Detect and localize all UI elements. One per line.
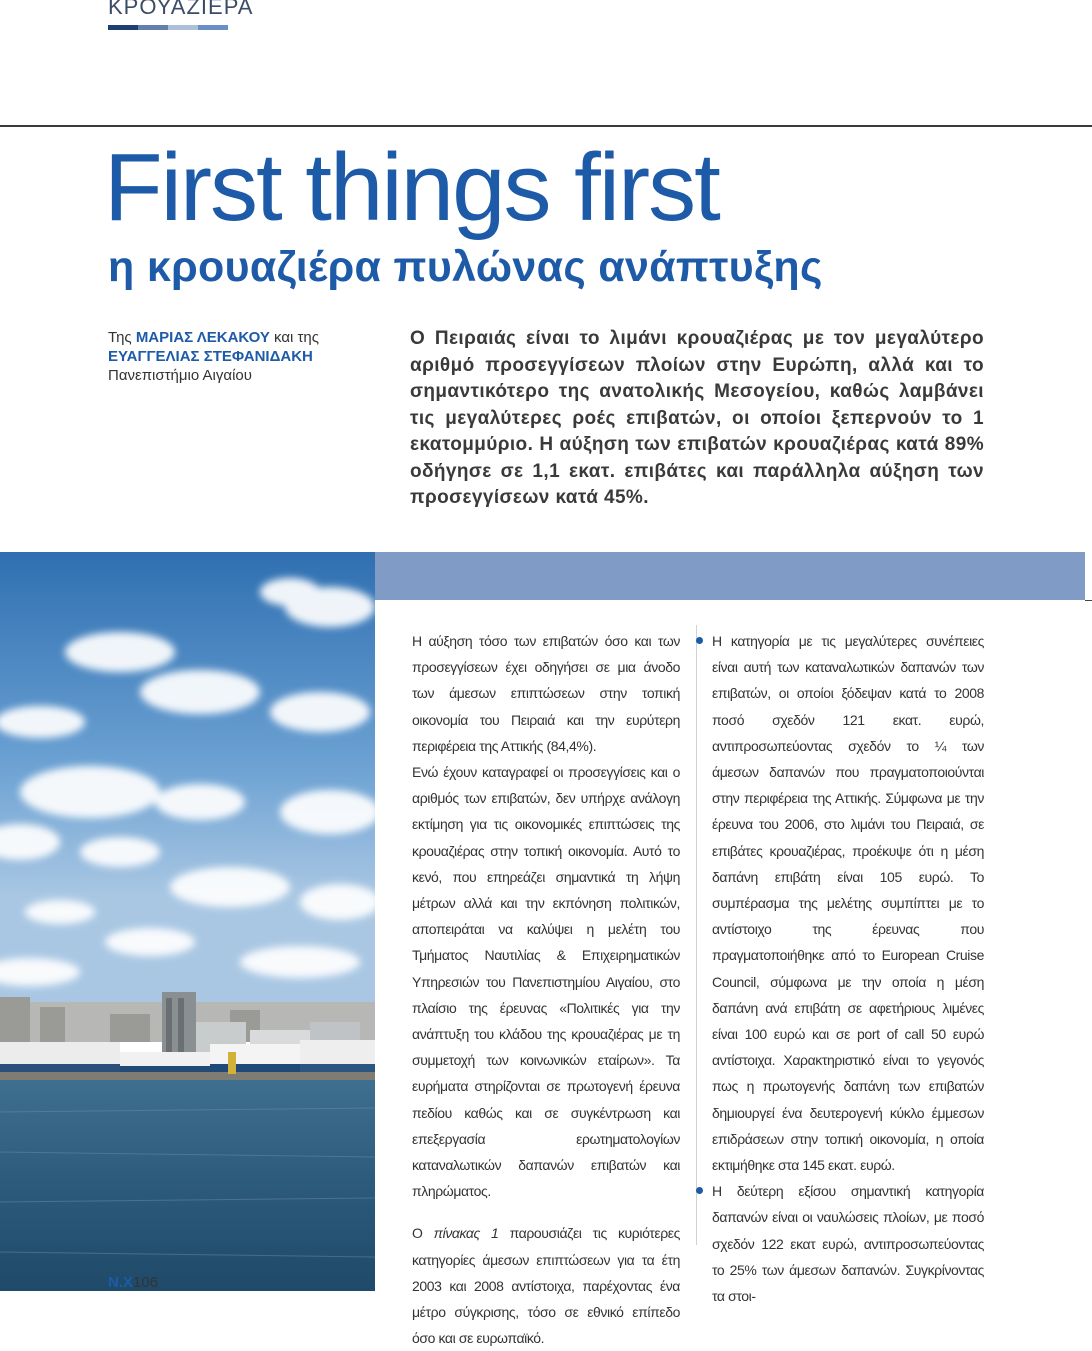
page-number: 106 bbox=[133, 1274, 159, 1291]
byline bbox=[108, 328, 358, 385]
author-1: ΜΑΡΙΑΣ ΛΕΚΑΚΟΥ bbox=[135, 329, 270, 346]
magazine-brand: N.X bbox=[108, 1274, 134, 1291]
table-reference: πίνακας 1 bbox=[433, 1225, 499, 1242]
section-color-bars bbox=[108, 25, 228, 30]
affiliation: Πανεπιστήμιο Αιγαίου bbox=[108, 367, 252, 384]
col1-paragraph-1: Η αύξηση τόσο των επιβατών όσο και των προσεγγίσεων έχει οδηγήσει σε μια άνοδο των άμεσων επιπτώσεων στην τοπική οικονομία του Πειραιά και την ευρύτερη περιφέρεια της Αττικής (84,4%). bbox=[412, 633, 680, 754]
col1-paragraph-3: Ο πίνακας 1 παρουσιάζει τις κυριότερες κατηγορίες άμεσων επιπτώσεων για τα έτη 2003 και 2008 αντίστοιχα, παρέχοντας ένα μέτρο σύγκρισης, τόσο σε εθνικό επίπεδο όσο και σε ευρωπαϊκό. bbox=[412, 1225, 680, 1347]
col2-bullet-1: Η κατηγορία με τις μεγαλύτερες συνέπειες είναι αυτή των καταναλωτικών δαπανών των επιβατών, οι οποίοι ξόδεψαν κατά το 2008 ποσό σχεδόν 121 εκατ. ευρώ, αντιπροσωπεύοντας σχεδόν το ¼ των άμεσων δαπανών που πραγματοποιούνται στην περιφέρεια της Αττικής. Σύμφωνα με την έρευνα του 2006, στο λιμάνι του Πειραιά, σε επιβάτες κρουαζιέρας, προέκυψε ότι η μέση δαπάνη επιβάτη είναι 105 ευρώ. Το συμπέρασμα της μελέτης συμπίπτει με το αντίστοιχο της έρευνας που πραγματοποιήθηκε από το European Cruise Council, σύμφωνα με την οποία η μέση δαπάνη ανά επιβάτη σε αφετήριους λιμένες είναι 100 ευρώ και σε port of call 50 ευρώ αντίστοιχα. Χαρακτηριστικό είναι το γεγονός πως η πρωτογενής δαπάνη των επιβατών δημιουργεί ένα δευτερογενή κύκλο έμμεσων επιδράσεων στην τοπική οικονομία, η οποία εκτιμήθηκε στα 145 εκατ. ευρώ. bbox=[694, 628, 984, 1178]
band-tick bbox=[1085, 600, 1092, 601]
lede-paragraph: Ο Πειραιάς είναι το λιμάνι κρουαζιέρας με τον μεγαλύτερο αριθμό προσεγγίσεων πλοίων στην Ευρώπη, αλλά και το σημαντικότερο της ανατολικής Μεσογείου, καθώς λαμβάνει τις μεγαλύτερες ροές επιβατών, οι οποίοι ξεπερνούν το 1 εκατομμύριο. Η αύξηση των επιβατών κρουαζιέρας κατά 89% οδήγησε σε 1,1 εκατ. επιβάτες και παράλληλα αύξηση των προσεγγίσεων κατά 45%. bbox=[410, 328, 984, 508]
byline-prefix: Της bbox=[108, 329, 132, 346]
page-folio bbox=[108, 1274, 158, 1291]
author-2: ΕΥΑΓΓΕΛΙΑΣ ΣΤΕΦΑΝΙΔΑΚΗ bbox=[108, 348, 313, 365]
header-rule bbox=[0, 125, 1092, 127]
body-column-2 bbox=[712, 628, 984, 1309]
section-label: ΚΡΟΥΑΖΙΕΡΑ bbox=[108, 0, 254, 19]
col2-bullet-2: Η δεύτερη εξίσου σημαντική κατηγορία δαπανών είναι οι ναυλώσεις πλοίων, με ποσό σχεδόν 122 εκατ ευρώ, αντιπροσωπεύοντας το 25% των άμεσων δαπανών. Συγκρίνοντας τα στοι- bbox=[694, 1178, 984, 1309]
article-subtitle: η κρουαζιέρα πυλώνας ανάπτυξης bbox=[108, 243, 823, 291]
col1-paragraph-2: Ενώ έχουν καταγραφεί οι προσεγγίσεις και ο αριθμός των επιβατών, δεν υπήρχε ανάλογη εκτίμηση για τις οικονομικές επιπτώσεις της κρουαζιέρας στην τοπική οικονομία. Αυτό το κενό, που επηρεάζει σημαντικά τη λήψη μέτρων αλλά και την εκπόνηση πολιτικών, αποπειράται να καλύψει η μελέτη του Τμήματος Ναυτιλίας & Επιχειρηματικών Υπηρεσιών του Πανεπιστημίου Αιγαίου, στο πλαίσιο της έρευνας «Πολιτικές για την ανάπτυξη του κλάδου της κρουαζιέρας με τη συμμετοχή των κοινωνικών εταίρων». Τα ευρήματα στηρίζονται σε πρωτογενή έρευνα πεδίου καθώς και σε συγκέντρωση και επεξεργασία ερωτηματολογίων καταναλωτικών δαπανών επιβατών και πληρώματος. bbox=[412, 764, 680, 1200]
harbour-photo bbox=[0, 552, 375, 1291]
body-column-1 bbox=[412, 628, 680, 1351]
column-header-band bbox=[375, 552, 1085, 600]
article-title: First things first bbox=[104, 134, 719, 241]
byline-middle: και της bbox=[274, 329, 320, 346]
